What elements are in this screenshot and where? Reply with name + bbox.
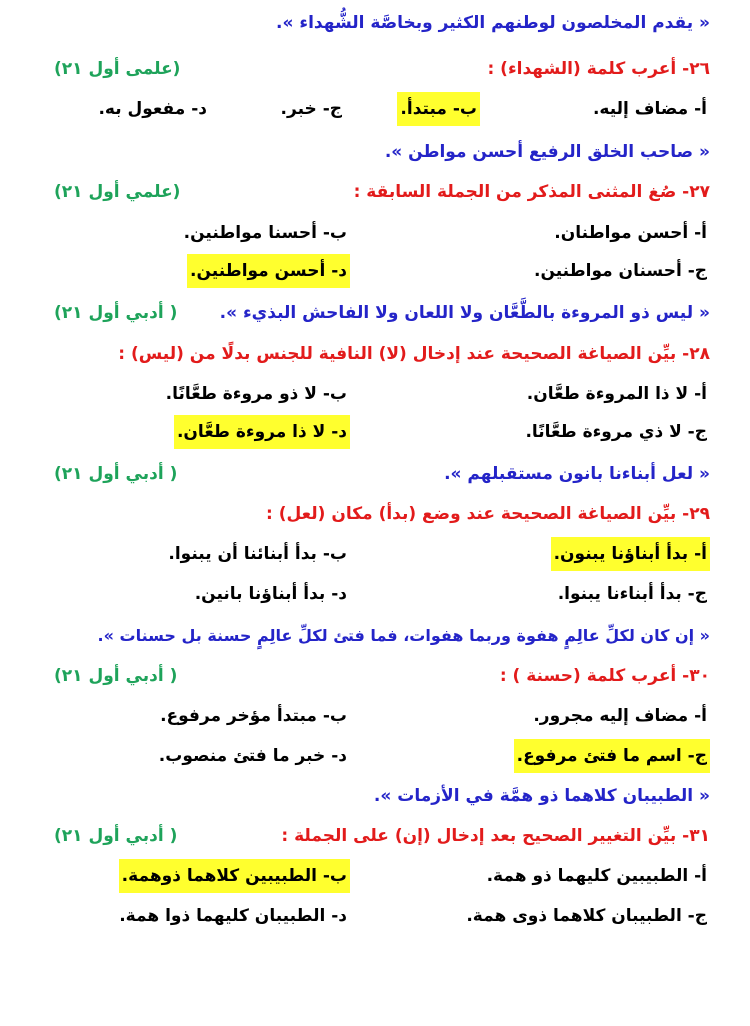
q27-option-d[interactable]: د- أحسن مواطنين.: [187, 254, 350, 288]
q30-question-row: [30, 659, 710, 693]
q28-question-row: [30, 337, 710, 371]
q27-question: ٢٧- صُغ المثنى المذكر من الجملة السابقة :: [353, 182, 710, 202]
q28-options-row1: [30, 377, 710, 411]
q31-quote: [30, 779, 710, 813]
q30-options-row1: [30, 699, 710, 733]
q30-tag: ( أدبي أول ٢١): [54, 666, 178, 686]
q31-options-row1: [30, 859, 710, 893]
q26-option-c[interactable]: ج- خبر.: [280, 99, 342, 119]
q30-option-c[interactable]: ج- اسم ما فتئ مرفوع.: [514, 739, 710, 773]
q31-question-row: [30, 819, 710, 853]
q27-option-c[interactable]: ج- أحسنان مواطنين.: [533, 261, 707, 281]
q31-option-d[interactable]: د- الطبيبان كليهما ذوا همة.: [119, 906, 347, 926]
q26-tag: (علمى أول ٢١): [54, 59, 181, 79]
q29-quote-row: [30, 457, 710, 491]
q28-option-b[interactable]: ب- لا ذو مروءة طعَّانًا.: [165, 384, 347, 404]
q31-question: ٣١- بيِّن التغيير الصحيح بعد إدخال (إن) على الجملة :: [281, 826, 710, 846]
q30-options-row2: [30, 739, 710, 773]
q27-option-b[interactable]: ب- أحسنا مواطنين.: [183, 223, 347, 243]
q26-option-d[interactable]: د- مفعول به.: [98, 99, 207, 119]
q28-question: ٢٨- بيِّن الصياغة الصحيحة عند إدخال (لا) النافية للجنس بدلًا من (ليس) :: [118, 344, 710, 364]
q29-question: ٢٩- بيِّن الصياغة الصحيحة عند وضع (بدأ) مكان (لعل) :: [266, 504, 710, 524]
q31-quote-text: « الطبيبان كلاهما ذو همَّة في الأزمات ».: [373, 786, 710, 806]
q26-quote: [30, 6, 710, 40]
q30-option-a[interactable]: أ- مضاف إليه مجرور.: [533, 706, 707, 726]
q27-quote-text: « صاحب الخلق الرفيع أحسن مواطن ».: [384, 142, 710, 162]
q27-options-row1: [30, 216, 710, 250]
q31-options-row2: [30, 899, 710, 933]
q27-quote: [30, 135, 710, 169]
q30-option-d[interactable]: د- خبر ما فتئ منصوب.: [158, 746, 347, 766]
q30-quote-text: « إن كان لكلِّ عالِمٍ هفوة وربما هفوات، فما فتئ لكلِّ عالِمٍ حسنة بل حسنات ».: [97, 625, 710, 645]
q27-question-row: [30, 175, 710, 209]
q29-options-row2: [30, 577, 710, 611]
q26-option-a[interactable]: أ- مضاف إليه.: [592, 99, 707, 119]
q29-option-a[interactable]: أ- بدأ أبناؤنا يبنون.: [551, 537, 710, 571]
q26-option-b[interactable]: ب- مبتدأ.: [397, 92, 480, 126]
q26-options: [30, 92, 710, 126]
q26-question-row: [30, 52, 710, 86]
q29-option-b[interactable]: ب- بدأ أبنائنا أن يبنوا.: [168, 544, 347, 564]
q27-options-row2: [30, 254, 710, 288]
q29-options-row1: [30, 537, 710, 571]
q29-quote: « لعل أبناءنا بانون مستقبلهم ».: [444, 464, 710, 484]
q28-options-row2: [30, 415, 710, 449]
q31-option-c[interactable]: ج- الطبيبان كلاهما ذوى همة.: [466, 906, 707, 926]
q28-quote: « ليس ذو المروءة بالطَّعَّان ولا اللعان ولا الفاحش البذيء ».: [219, 303, 710, 323]
q29-question-row: [30, 497, 710, 531]
q30-option-b[interactable]: ب- مبتدأ مؤخر مرفوع.: [160, 706, 347, 726]
q28-option-c[interactable]: ج- لا ذي مروءة طعَّانًا.: [525, 422, 707, 442]
q31-tag: ( أدبي أول ٢١): [54, 826, 178, 846]
q31-option-a[interactable]: أ- الطبيبين كليهما ذو همة.: [486, 866, 707, 886]
q28-quote-row: [30, 296, 710, 330]
q26-question: ٢٦- أعرب كلمة (الشهداء) :: [487, 59, 710, 79]
q30-quote: [30, 618, 710, 652]
q26-quote-text: « يقدم المخلصون لوطنهم الكثير وبخاصَّة الشُّهداء ».: [276, 13, 710, 33]
q27-option-a[interactable]: أ- أحسن مواطنان.: [554, 223, 707, 243]
q30-question: ٣٠- أعرب كلمة (حسنة ) :: [499, 666, 710, 686]
q27-tag: (علمي أول ٢١): [54, 182, 181, 202]
q29-tag: ( أدبي أول ٢١): [54, 464, 178, 484]
q28-option-d[interactable]: د- لا ذا مروءة طعَّان.: [174, 415, 350, 449]
q28-option-a[interactable]: أ- لا ذا المروءة طعَّان.: [526, 384, 707, 404]
q28-tag: ( أدبي أول ٢١): [54, 303, 178, 323]
q29-option-d[interactable]: د- بدأ أبناؤنا بانين.: [194, 584, 347, 604]
q31-option-b[interactable]: ب- الطبيبين كلاهما ذوهمة.: [119, 859, 350, 893]
q29-option-c[interactable]: ج- بدأ أبناءنا يبنوا.: [557, 584, 707, 604]
